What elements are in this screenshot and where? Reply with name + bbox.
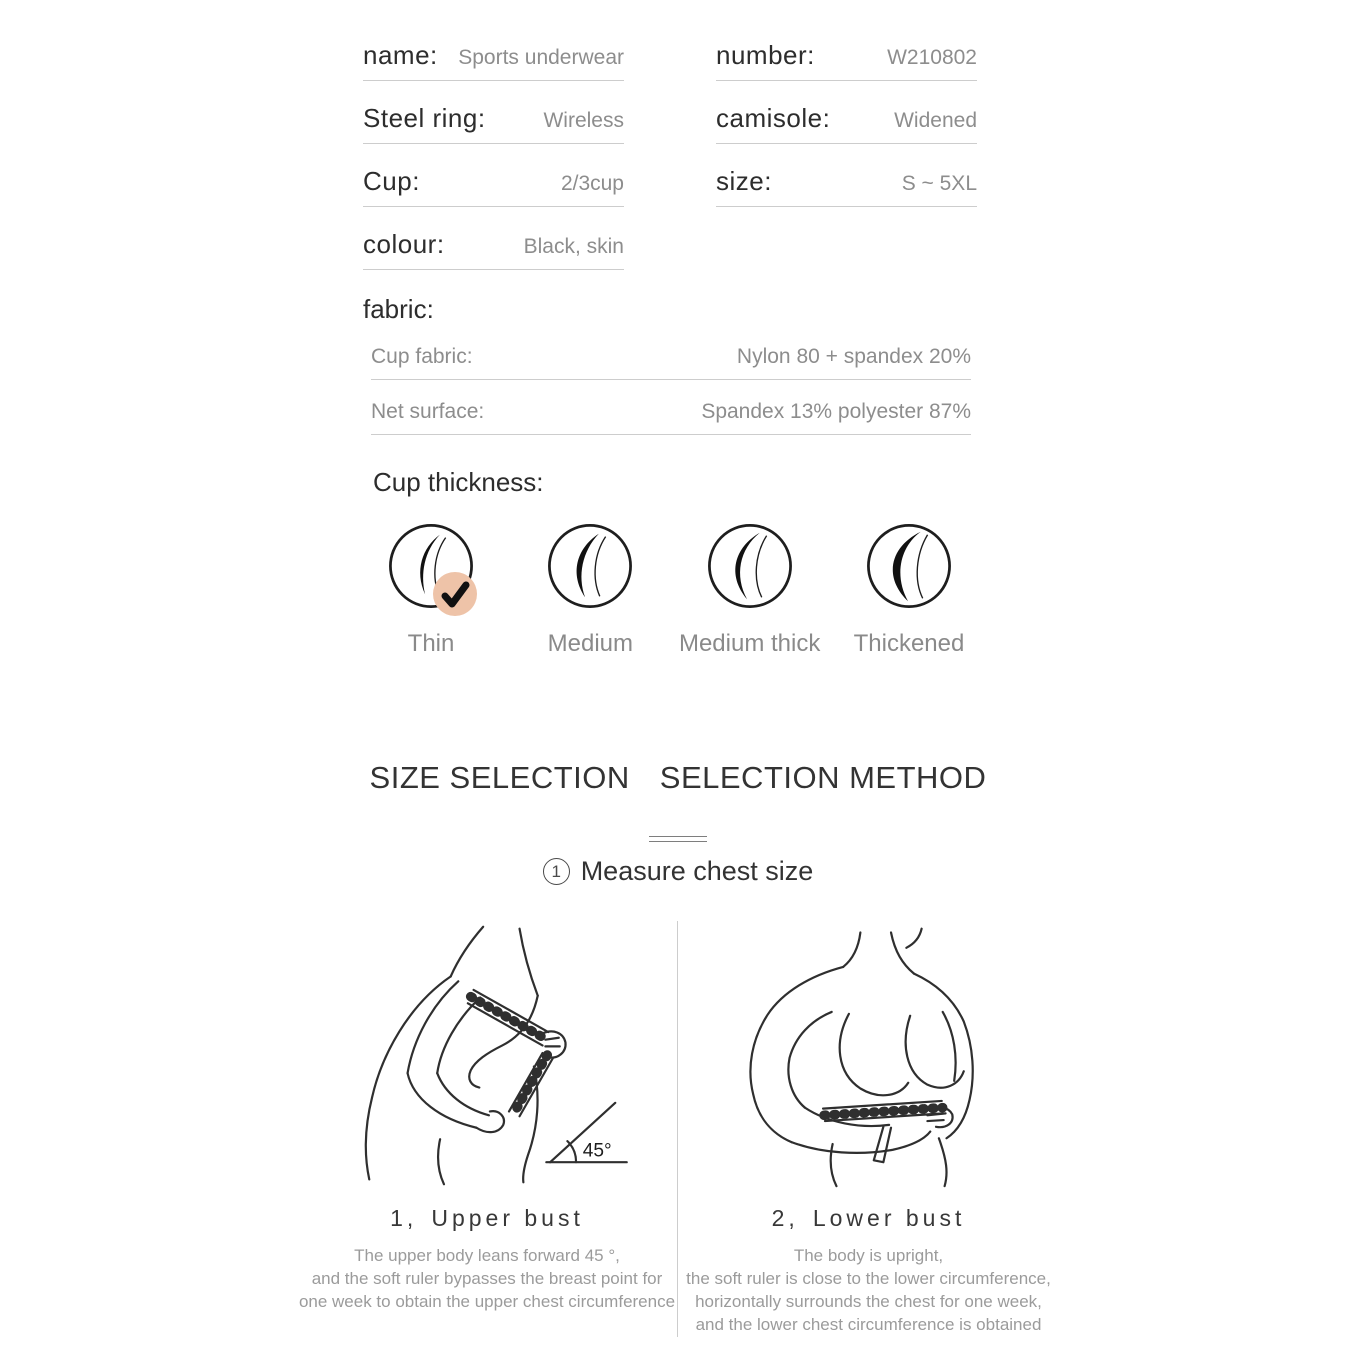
- selected-check-icon: [433, 572, 477, 616]
- spec-cell-steel-ring: [363, 103, 624, 144]
- spec-value: Black, skin: [523, 235, 624, 258]
- title-part-left: SIZE SELECTION: [369, 760, 630, 795]
- cup-thickness-options: [363, 522, 977, 658]
- spec-cell-cup: [363, 166, 624, 207]
- spec-table: [363, 0, 977, 435]
- upper-bust-caption: [390, 1205, 584, 1232]
- lower-bust-caption: [772, 1205, 966, 1232]
- spec-label: camisole:: [716, 103, 831, 133]
- fabric-row-cup-fabric: [371, 345, 971, 380]
- spec-label: colour:: [363, 229, 445, 259]
- lower-bust-description: [686, 1245, 1051, 1337]
- spec-label: number:: [716, 40, 815, 70]
- size-selection-section: [0, 760, 1356, 1337]
- fabric-sub-label: Net surface:: [371, 400, 485, 423]
- spec-row-cup-size: [363, 144, 977, 207]
- spec-row-colour: [363, 207, 977, 270]
- fabric-sub-value: Nylon 80 + spandex 20%: [736, 345, 971, 368]
- double-line-divider: [649, 836, 707, 842]
- circled-number-icon: 1: [543, 858, 570, 885]
- spec-value: Wireless: [543, 109, 624, 132]
- cup-thin-icon: [387, 522, 475, 610]
- step-title: Measure chest size: [580, 856, 814, 886]
- upper-bust-description: [299, 1245, 675, 1314]
- thickness-option-label: Medium thick: [678, 630, 821, 657]
- caption-number: 2,: [771, 1205, 799, 1231]
- spec-cell-size: [716, 166, 977, 207]
- thickness-option-label: Thin: [407, 630, 455, 657]
- lower-bust-illustration: [685, 921, 1053, 1189]
- spec-row-name-number: [363, 18, 977, 81]
- panel-upper-bust: [297, 921, 678, 1337]
- spec-cell-number: [716, 40, 977, 81]
- angle-label: 45°: [582, 1140, 612, 1162]
- size-selection-title: [0, 760, 1356, 796]
- spec-cell-name: [363, 40, 624, 81]
- spec-value: S ~ 5XL: [901, 172, 977, 195]
- spec-label: size:: [716, 166, 772, 196]
- spec-label: Steel ring:: [363, 103, 486, 133]
- fabric-sub-label: Cup fabric:: [371, 345, 473, 368]
- thickness-option-label: Thickened: [853, 630, 965, 657]
- spec-value: Sports underwear: [458, 46, 624, 69]
- spec-cell-camisole: [716, 103, 977, 144]
- cup-thickness-label: Cup thickness:: [373, 467, 544, 497]
- thickness-option-medium-thick: [678, 522, 821, 658]
- fabric-section-label: fabric:: [363, 294, 434, 324]
- thickness-option-thin: [363, 522, 499, 658]
- desc-line: The body is upright,: [793, 1246, 944, 1265]
- spec-row-steelring-camisole: [363, 81, 977, 144]
- measure-panels: [297, 921, 1059, 1337]
- fabric-row-net-surface: [371, 400, 971, 435]
- fabric-sub-value: Spandex 13% polyester 87%: [701, 400, 971, 423]
- desc-line: and the soft ruler bypasses the breast point for: [311, 1268, 663, 1288]
- thickness-option-label: Medium: [547, 630, 633, 657]
- spec-value: 2/3cup: [560, 172, 624, 195]
- caption-text: Upper bust: [431, 1205, 584, 1231]
- cup-medium-icon: [546, 522, 634, 610]
- desc-line: horizontally surrounds the chest for one week,: [695, 1291, 1042, 1311]
- desc-line: and the lower chest circumference is obtained: [695, 1314, 1042, 1334]
- thickness-option-thickened: [841, 522, 977, 658]
- spec-label: name:: [363, 40, 438, 70]
- caption-text: Lower bust: [812, 1205, 966, 1231]
- panel-lower-bust: [678, 921, 1059, 1337]
- desc-line: one week to obtain the upper chest circumference: [298, 1291, 676, 1311]
- desc-line: the soft ruler is close to the lower circumference,: [686, 1268, 1051, 1288]
- upper-bust-illustration: [303, 921, 671, 1189]
- spec-value: W210802: [887, 46, 977, 69]
- spec-value: Widened: [894, 109, 977, 132]
- cup-thickness-section: [363, 467, 977, 658]
- cup-thickened-icon: [865, 522, 953, 610]
- caption-number: 1,: [390, 1205, 418, 1231]
- cup-medium-thick-icon: [706, 522, 794, 610]
- title-part-right: SELECTION METHOD: [659, 760, 987, 795]
- spec-label: Cup:: [363, 166, 420, 196]
- thickness-option-medium: [522, 522, 658, 658]
- spec-cell-colour: [363, 229, 624, 270]
- desc-line: The upper body leans forward 45 °,: [354, 1246, 620, 1265]
- measure-step-heading: [0, 856, 1356, 887]
